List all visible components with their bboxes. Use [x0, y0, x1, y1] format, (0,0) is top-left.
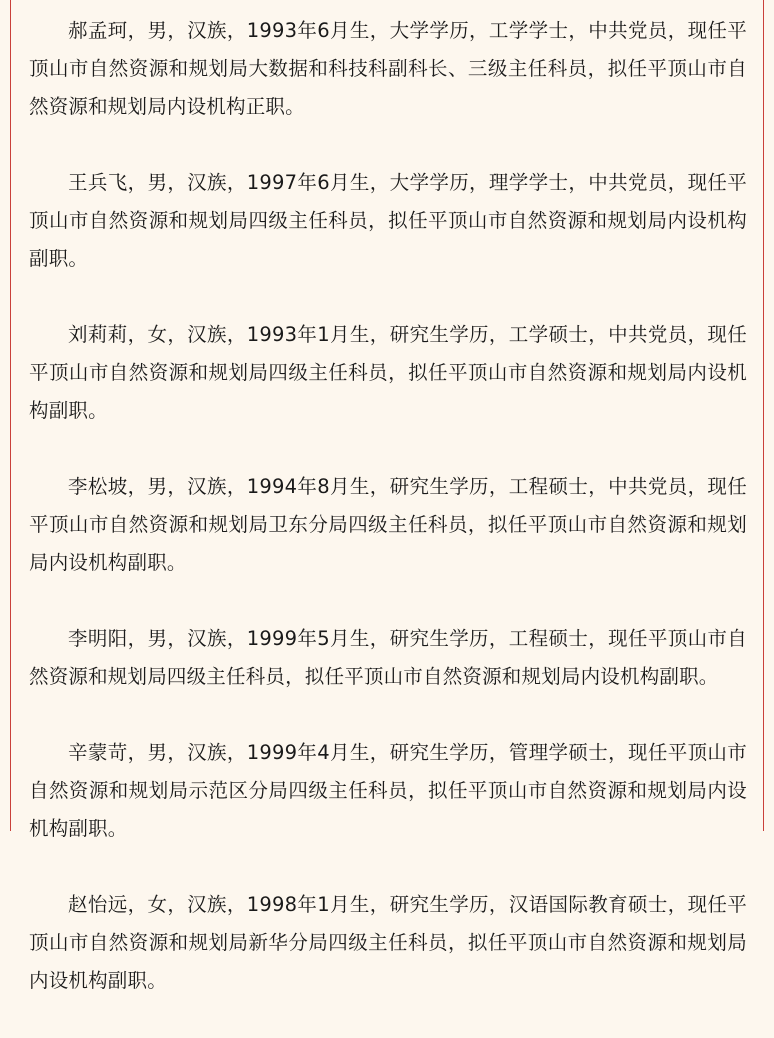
candidate-paragraph: 赵怡远，女，汉族，1998年1月生，研究生学历，汉语国际教育硕士，现任平顶山市自然资源和规划局新华分局四级主任科员，拟任平顶山市自然资源和规划局内设机构副职。: [29, 893, 747, 992]
candidate-paragraph: 刘莉莉，女，汉族，1993年1月生，研究生学历，工学硕士，中共党员，现任平顶山市自然资源和规划局四级主任科员，拟任平顶山市自然资源和规划局内设机构副职。: [29, 323, 747, 422]
article-body: [29, 12, 747, 1038]
candidate-paragraph: 王兵飞，男，汉族，1997年6月生，大学学历，理学学士，中共党员，现任平顶山市自然资源和规划局四级主任科员，拟任平顶山市自然资源和规划局内设机构副职。: [29, 171, 747, 270]
candidate-paragraph: 辛蒙苛，男，汉族，1999年4月生，研究生学历，管理学硕士，现任平顶山市自然资源和规划局示范区分局四级主任科员，拟任平顶山市自然资源和规划局内设机构副职。: [29, 741, 747, 840]
candidate-paragraph: 李松坡，男，汉族，1994年8月生，研究生学历，工程硕士，中共党员，现任平顶山市自然资源和规划局卫东分局四级主任科员，拟任平顶山市自然资源和规划局内设机构副职。: [29, 475, 747, 574]
candidate-paragraph: 郝孟珂，男，汉族，1993年6月生，大学学历，工学学士，中共党员，现任平顶山市自然资源和规划局大数据和科技科副科长、三级主任科员，拟任平顶山市自然资源和规划局内设机构正职。: [29, 19, 747, 118]
candidate-paragraph: 李明阳，男，汉族，1999年5月生，研究生学历，工程硕士，现任平顶山市自然资源和规划局四级主任科员，拟任平顶山市自然资源和规划局内设机构副职。: [29, 627, 747, 688]
